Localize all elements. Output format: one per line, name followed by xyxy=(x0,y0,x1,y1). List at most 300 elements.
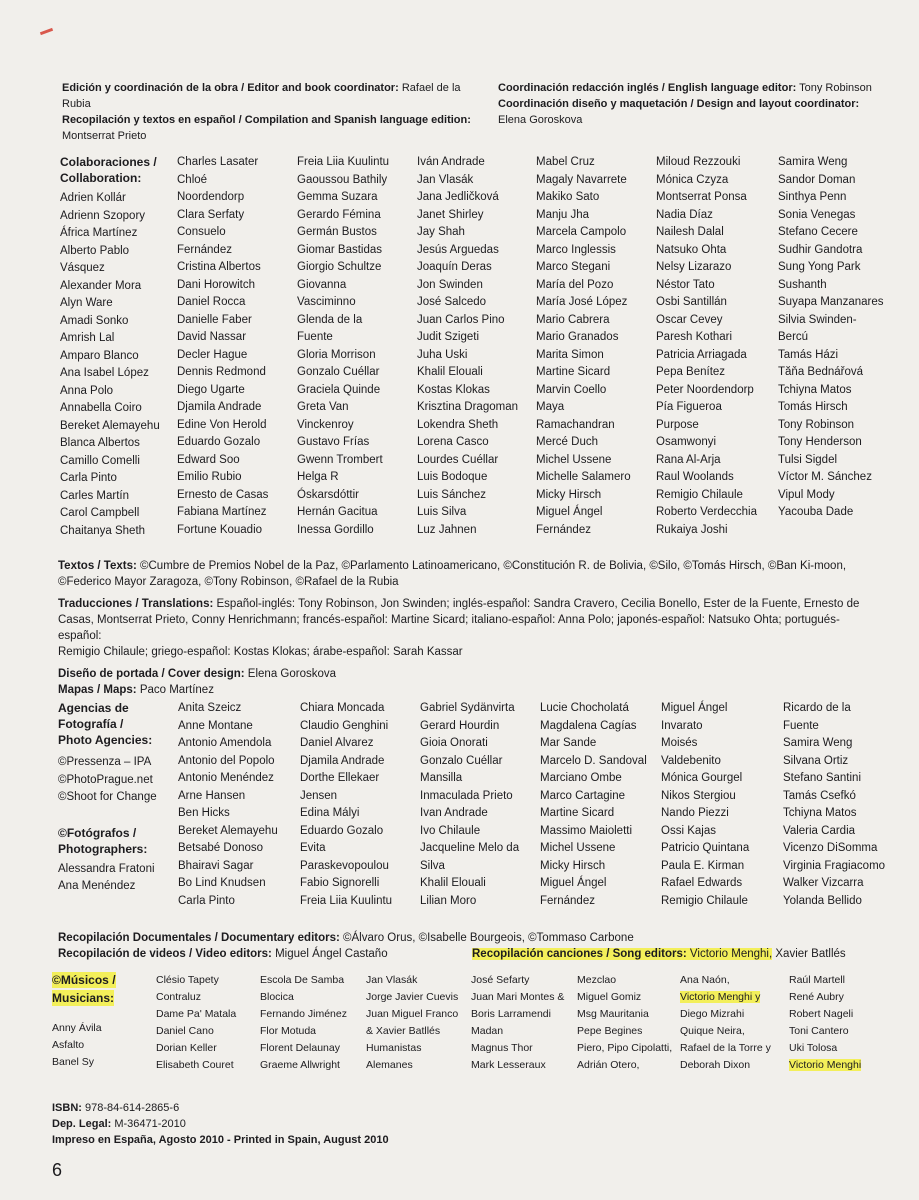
name-entry: Miguel Ángel xyxy=(661,702,728,714)
name-entry: Deborah Dixon xyxy=(680,1059,751,1071)
name-entry: María del Pozo xyxy=(536,278,614,291)
translations-line-1: Español-inglés: Tony Robinson, Jon Swinden; inglés-español: Sandra Cravero, Cecilia Bonello, Ester de la Fuente, Ernesto de xyxy=(216,598,860,610)
name-entry: Noordendorp xyxy=(177,191,245,203)
name-entry: Iván Andrade xyxy=(417,156,485,168)
name-entry: Jensen xyxy=(300,789,338,802)
name-entry: Anne Montane xyxy=(178,719,253,732)
video-editors-value: Miguel Ángel Castaño xyxy=(275,948,388,960)
name-entry: Blocica xyxy=(260,991,294,1003)
collaboration-col-7 xyxy=(778,154,896,522)
musicians-col-8 xyxy=(789,972,894,1074)
name-entry: Vásquez xyxy=(60,262,105,274)
name-entry: Carol Campbell xyxy=(60,507,140,519)
name-entry: & Xavier Batllés xyxy=(366,1025,441,1037)
name-entry: Michel Ussene xyxy=(540,842,616,854)
name-entry: ©PhotoPrague.net xyxy=(58,773,153,786)
name-entry: Miloud Rezzouki xyxy=(656,156,741,168)
photographers-col-5 xyxy=(540,700,660,910)
name-entry: Freia Liia Kuulintu xyxy=(300,894,393,907)
name-entry: Dennis Redmond xyxy=(177,366,266,378)
collaboration-col-2 xyxy=(177,154,292,539)
name-entry: Suyapa Manzanares xyxy=(778,296,884,308)
photographers-col-2 xyxy=(178,700,298,910)
name-entry: Ramachandran xyxy=(536,418,615,431)
name-entry: Samira Weng xyxy=(783,737,853,749)
translations-label: Traducciones / Translations: xyxy=(58,598,214,610)
name-entry: Clara Serfaty xyxy=(177,208,245,221)
name-entry: Oscar Cevey xyxy=(656,313,723,326)
name-entry: Graeme Allwright xyxy=(260,1059,340,1071)
name-entry: Purpose xyxy=(656,418,699,431)
song-editors-label: Recopilación canciones / Song editors: xyxy=(472,948,687,960)
name-entry: René Aubry xyxy=(789,991,844,1003)
name-entry: Uki Tolosa xyxy=(789,1042,838,1054)
name-entry: Juan Carlos Pino xyxy=(417,313,505,326)
name-entry: Peter Noordendorp xyxy=(656,383,754,396)
name-entry: Nikos Stergiou xyxy=(661,789,736,802)
name-entry: Paula E. Kirman xyxy=(661,859,745,872)
name-entry: Chloé xyxy=(177,173,208,186)
name-entry: Jorge Javier Cuevis xyxy=(366,991,459,1003)
name-entry: Néstor Tato xyxy=(656,278,715,291)
name-entry: Rukaiya Joshi xyxy=(656,523,728,536)
name-entry: Amrish Lal xyxy=(60,332,115,344)
editors-section xyxy=(58,930,878,962)
isbn-label: ISBN: xyxy=(52,1102,82,1114)
name-entry: Khalil Elouali xyxy=(420,877,486,889)
name-entry: Antonio Menéndez xyxy=(178,772,274,784)
name-entry: Michel Ussene xyxy=(536,453,612,466)
name-entry: Ana Isabel López xyxy=(60,367,149,379)
song-editors-value: Victorio Menghi, xyxy=(689,948,773,960)
name-entry: Pía Figueroa xyxy=(656,401,722,413)
name-entry: Víctor M. Sánchez xyxy=(778,471,872,483)
name-entry: ©Shoot for Change xyxy=(58,791,157,803)
name-entry: Diego Ugarte xyxy=(177,383,245,396)
video-editors-label: Recopilación de videos / Video editors: xyxy=(58,948,272,960)
name-entry: Gustavo Frías xyxy=(297,436,370,448)
name-entry: Fuente xyxy=(783,719,819,732)
name-entry: ©Pressenza – IPA xyxy=(58,756,152,768)
name-entry: Bhairavi Sagar xyxy=(178,859,254,872)
name-entry: Greta Van xyxy=(297,401,349,413)
name-entry: Mansilla xyxy=(420,772,463,784)
name-entry: Ossi Kajas xyxy=(661,824,716,837)
name-entry: Fernando Jiménez xyxy=(260,1008,347,1020)
name-entry: Dame Pa' Matala xyxy=(156,1008,237,1020)
name-entry: Elisabeth Couret xyxy=(156,1059,234,1071)
name-entry: Hernán Gacitua xyxy=(297,506,378,518)
name-entry: Ivo Chilaule xyxy=(420,824,481,837)
name-entry: Sung Yong Park xyxy=(778,261,861,273)
publication-info xyxy=(52,1100,389,1148)
name-entry: Sonia Venegas xyxy=(778,208,856,221)
name-entry: Asfalto xyxy=(52,1039,85,1051)
name-entry: Samira Weng xyxy=(778,156,848,168)
name-entry: Alyn Ware xyxy=(60,297,113,309)
name-entry: Betsabé Donoso xyxy=(178,842,264,854)
name-entry: Alberto Pablo xyxy=(60,244,130,257)
name-entry: Annabella Coiro xyxy=(60,402,142,414)
name-entry: Rafael Edwards xyxy=(661,877,743,889)
name-entry: Jana Jedličková xyxy=(417,191,499,203)
name-entry: Nailesh Dalal xyxy=(656,226,724,238)
name-entry: Ivan Andrade xyxy=(420,807,488,819)
name-entry: Joaquín Deras xyxy=(417,261,492,273)
name-entry: Gemma Suzara xyxy=(297,191,378,203)
name-entry: Silvia Swinden- xyxy=(778,313,857,326)
name-entry: Stefano Cecere xyxy=(778,226,858,238)
name-entry: Lourdes Cuéllar xyxy=(417,453,499,466)
name-entry: Giovanna xyxy=(297,278,347,291)
name-entry: Ana Menéndez xyxy=(58,880,136,892)
name-entry: Alemanes xyxy=(366,1059,413,1071)
name-entry: Charles Lasater xyxy=(177,156,259,168)
name-entry: Humanistas xyxy=(366,1042,422,1054)
musicians-col-5 xyxy=(471,972,576,1074)
name-entry: Inmaculada Prieto xyxy=(420,789,513,802)
name-entry: Pepe Begines xyxy=(577,1025,643,1037)
name-entry: Amadi Sonko xyxy=(60,314,129,327)
photographers-col-3 xyxy=(300,700,420,910)
name-entry: Tony Robinson xyxy=(778,418,855,431)
name-entry: Luis Silva xyxy=(417,506,467,518)
name-entry: Contraluz xyxy=(156,991,201,1003)
name-entry: Gerardo Fémina xyxy=(297,208,381,221)
name-entry: Dorthe Ellekaer xyxy=(300,772,380,784)
agencies-label-1: Agencias de xyxy=(58,701,129,715)
name-entry: Edward Soo xyxy=(177,453,240,466)
name-entry: Alexander Mora xyxy=(60,279,142,292)
name-entry: Luis Sánchez xyxy=(417,488,487,501)
name-entry: Carla Pinto xyxy=(60,472,117,484)
name-entry: Khalil Elouali xyxy=(417,366,483,378)
name-entry: Moisés xyxy=(661,737,698,749)
name-entry: Carla Pinto xyxy=(178,894,235,907)
name-entry: Tomás Hirsch xyxy=(778,401,848,413)
name-entry: Piero, Pipo Cipolatti, xyxy=(577,1042,673,1054)
name-entry: Fabio Signorelli xyxy=(300,877,380,889)
name-entry: Maya xyxy=(536,401,565,413)
name-entry: María José López xyxy=(536,296,628,308)
photographers-col-1 xyxy=(58,861,178,896)
name-entry: Marco Inglessis xyxy=(536,243,616,256)
name-entry: Anita Szeicz xyxy=(178,702,242,714)
name-entry: Miguel Ángel xyxy=(536,506,603,518)
name-entry: Paraskevopoulou xyxy=(300,859,389,872)
name-entry: Sushanth xyxy=(778,278,827,291)
name-entry: Chiara Moncada xyxy=(300,702,385,714)
name-entry: Marcelo D. Sandoval xyxy=(540,754,647,767)
page-number: 6 xyxy=(52,1160,63,1180)
name-entry: Raul Woolands xyxy=(656,471,734,483)
name-entry: Edina Mályi xyxy=(300,807,360,819)
texts-section xyxy=(58,558,878,698)
name-entry: Raúl Martell xyxy=(789,974,846,986)
name-entry: Virginia Fragiacomo xyxy=(783,859,886,872)
name-entry: Judit Szigeti xyxy=(417,331,480,343)
name-entry: Marco Cartagine xyxy=(540,789,626,802)
name-entry: Ben Hicks xyxy=(178,807,230,819)
collaboration-col-3 xyxy=(297,154,412,539)
legal-deposit-value: M-36471-2010 xyxy=(114,1118,186,1130)
name-entry: Micky Hirsch xyxy=(540,859,606,872)
name-entry: Fuente xyxy=(297,331,333,343)
name-entry: Daniel Alvarez xyxy=(300,737,374,749)
name-entry: Lorena Casco xyxy=(417,436,489,448)
name-entry: Dorian Keller xyxy=(156,1042,217,1054)
name-entry: Manju Jha xyxy=(536,208,590,221)
name-entry: Edine Von Herold xyxy=(177,418,267,431)
name-entry: Fernández xyxy=(177,243,232,256)
name-entry: Remigio Chilaule xyxy=(661,894,748,907)
name-entry: Magdalena Cagías xyxy=(540,719,637,732)
name-entry: Banel Sy xyxy=(52,1056,95,1068)
name-entry: Victorio Menghi xyxy=(789,1059,862,1071)
name-entry: Evita xyxy=(300,842,326,854)
name-entry: Ernesto de Casas xyxy=(177,488,269,501)
name-entry: Pepa Benítez xyxy=(656,366,726,378)
musicians-col-1 xyxy=(52,1020,147,1071)
name-entry: Flor Motuda xyxy=(260,1025,317,1037)
collaboration-col-5 xyxy=(536,154,654,539)
name-entry: Martine Sicard xyxy=(540,807,615,819)
texts-label: Textos / Texts: xyxy=(58,560,137,572)
photographers-label-2: Photographers: xyxy=(58,841,148,856)
photographers-col-6 xyxy=(661,700,781,910)
cover-label: Diseño de portada / Cover design: xyxy=(58,668,245,680)
name-entry: Miguel Gomiz xyxy=(577,991,642,1003)
name-entry: Camillo Comelli xyxy=(60,454,140,467)
name-entry: José Salcedo xyxy=(417,296,487,308)
name-entry: Madan xyxy=(471,1025,504,1037)
name-entry: Fabiana Martínez xyxy=(177,506,267,518)
name-entry: Tamás Házi xyxy=(778,348,839,361)
name-entry: Osamwonyi xyxy=(656,436,717,448)
musicians-label-1: ©Músicos / xyxy=(52,973,116,987)
name-entry: Eduardo Gozalo xyxy=(300,824,384,837)
documentary-label: Recopilación Documentales / Documentary editors: xyxy=(58,932,340,944)
name-entry: Valeria Cardia xyxy=(783,824,856,837)
name-entry: Gioia Onorati xyxy=(420,737,488,749)
name-entry: Kostas Klokas xyxy=(417,383,490,396)
collaboration-col-4 xyxy=(417,154,532,539)
name-entry: Silva xyxy=(420,859,445,872)
name-entry: Sudhir Gandotra xyxy=(778,243,863,256)
english-editor-value: Tony Robinson xyxy=(799,82,872,94)
name-entry: Patricia Arriagada xyxy=(656,348,747,361)
name-entry: Giomar Bastidas xyxy=(297,243,383,256)
name-entry: Adrien Kollár xyxy=(60,192,126,204)
name-entry: Gwenn Trombert xyxy=(297,453,383,466)
name-entry: Sandor Doman xyxy=(778,173,856,186)
name-entry: Danielle Faber xyxy=(177,313,252,326)
pen-mark xyxy=(40,28,53,35)
name-entry: Roberto Verdecchia xyxy=(656,506,758,518)
name-entry: Giorgio Schultze xyxy=(297,261,382,273)
collaboration-label-1: Colaboraciones / xyxy=(60,155,157,169)
name-entry: Victorio Menghi y xyxy=(680,991,761,1003)
name-entry: Djamila Andrade xyxy=(300,754,385,767)
translations-line-3: Remigio Chilaule; griego-español: Kostas Klokas; árabe-español: Sarah Kassar xyxy=(58,646,463,658)
name-entry: Óskarsdóttir xyxy=(297,488,359,501)
collaboration-col-6 xyxy=(656,154,774,539)
name-entry: Adrienn Szopory xyxy=(60,209,146,222)
name-entry: Valdebenito xyxy=(661,754,721,767)
name-entry: Makiko Sato xyxy=(536,191,600,203)
name-entry: Chaitanya Sheth xyxy=(60,524,146,537)
compilation-value: Montserrat Prieto xyxy=(62,130,147,142)
name-entry: Jon Swinden xyxy=(417,278,483,291)
name-entry: Fortune Kouadio xyxy=(177,523,263,536)
name-entry: Eduardo Gozalo xyxy=(177,436,261,448)
legal-deposit-label: Dep. Legal: xyxy=(52,1118,112,1130)
name-entry: Marciano Ombe xyxy=(540,772,622,784)
name-entry: Daniel Rocca xyxy=(177,296,246,308)
musicians-col-4 xyxy=(366,972,471,1074)
name-entry: Quique Neira, xyxy=(680,1025,745,1037)
name-entry: Decler Hague xyxy=(177,348,248,361)
name-entry: Montserrat Ponsa xyxy=(656,191,747,203)
name-entry: Juha Uski xyxy=(417,348,468,361)
name-entry: Gonzalo Cuéllar xyxy=(297,366,380,378)
name-entry: Janet Shirley xyxy=(417,208,484,221)
name-entry: Gloria Morrison xyxy=(297,348,376,361)
name-entry: Daniel Cano xyxy=(156,1025,214,1037)
name-entry: Stefano Santini xyxy=(783,772,862,784)
name-entry: Tony Henderson xyxy=(778,436,862,448)
name-entry: Krisztina Dragoman xyxy=(417,401,518,413)
name-entry: Djamila Andrade xyxy=(177,401,262,413)
agencies-label-3: Photo Agencies: xyxy=(58,733,153,747)
name-entry: Natsuko Ohta xyxy=(656,243,727,256)
name-entry: Blanca Albertos xyxy=(60,437,140,449)
name-entry: Tăňa Bednářová xyxy=(778,366,864,378)
name-entry: Mónica Czyza xyxy=(656,173,729,186)
name-entry: Clésio Tapety xyxy=(156,974,219,986)
musicians-col-6 xyxy=(577,972,682,1074)
name-entry: Anna Polo xyxy=(60,384,114,397)
name-entry: Jesús Arguedas xyxy=(417,243,499,256)
name-entry: Msg Mauritania xyxy=(577,1008,649,1020)
name-entry: Bereket Alemayehu xyxy=(60,419,160,432)
collaboration-col-1 xyxy=(60,190,175,540)
name-entry: Escola De Samba xyxy=(260,974,345,986)
name-entry: Alessandra Fratoni xyxy=(58,862,155,875)
name-entry: Walker Vizcarra xyxy=(783,877,864,889)
name-entry: Antonio del Popolo xyxy=(178,754,275,767)
name-entry: Rafael de la Torre y xyxy=(680,1042,771,1054)
name-entry: Fernández xyxy=(540,894,595,907)
name-entry: Yacouba Dade xyxy=(778,506,854,518)
name-entry: Yolanda Bellido xyxy=(783,894,862,907)
name-entry: Marita Simon xyxy=(536,348,604,361)
name-entry: Micky Hirsch xyxy=(536,488,602,501)
name-entry: Germán Bustos xyxy=(297,226,377,238)
name-entry: José Sefarty xyxy=(471,974,530,986)
name-entry: Arne Hansen xyxy=(178,789,246,802)
translations-line-2: Casas, Montserrat Prieto, Conny Henrichmann; francés-español: Martine Sicard; italiano-español: Anna Polo; japonés-español: Natsuko Ohta; portugués-español: xyxy=(58,614,840,642)
name-entry: África Martínez xyxy=(60,227,138,239)
design-value: Elena Goroskova xyxy=(498,114,583,126)
name-entry: Paresh Kothari xyxy=(656,331,733,343)
name-entry: Florent Delaunay xyxy=(260,1042,340,1054)
name-entry: Nando Piezzi xyxy=(661,807,729,819)
name-entry: Invarato xyxy=(661,719,703,732)
name-entry: Vinckenroy xyxy=(297,418,354,431)
name-entry: Lokendra Sheth xyxy=(417,418,499,431)
name-entry: Silvana Ortiz xyxy=(783,754,849,767)
agency-list xyxy=(58,754,178,807)
name-entry: Dani Horowitch xyxy=(177,278,255,291)
name-entry: Inessa Gordillo xyxy=(297,523,374,536)
name-entry: Mario Granados xyxy=(536,331,619,343)
name-entry: Bo Lind Knudsen xyxy=(178,877,266,889)
musicians-col-7 xyxy=(680,972,790,1074)
name-entry: Tulsi Sigdel xyxy=(778,453,838,466)
name-entry: Juan Miguel Franco xyxy=(366,1008,459,1020)
song-editors-value-2: Xavier Batllés xyxy=(775,948,846,960)
name-entry: David Nassar xyxy=(177,331,247,343)
photographers-label-1: ©Fotógrafos / xyxy=(58,825,137,840)
name-entry: Tchiyna Matos xyxy=(778,383,852,396)
name-entry: Freia Liia Kuulintu xyxy=(297,156,390,168)
name-entry: Mezclao xyxy=(577,974,617,986)
name-entry: Nadia Díaz xyxy=(656,208,713,221)
name-entry: Boris Larramendi xyxy=(471,1008,551,1020)
name-entry: Vicenzo DiSomma xyxy=(783,842,878,854)
editor-label: Edición y coordinación de la obra / Editor and book coordinator: xyxy=(62,82,399,94)
name-entry: Ricardo de la xyxy=(783,702,851,714)
name-entry: Gerard Hourdin xyxy=(420,719,500,732)
name-entry: Michelle Salamero xyxy=(536,471,631,483)
english-editor-label: Coordinación redacción inglés / English language editor: xyxy=(498,82,797,94)
name-entry: Rana Al-Arja xyxy=(656,453,721,466)
name-entry: Vipul Mody xyxy=(778,488,835,501)
name-entry: Mabel Cruz xyxy=(536,156,595,168)
name-entry: Helga R xyxy=(297,471,339,483)
name-entry: Mark Lesseraux xyxy=(471,1059,546,1071)
name-entry: Vasciminno xyxy=(297,296,356,308)
musicians-col-3 xyxy=(260,972,365,1074)
name-entry: Gabriel Sydänvirta xyxy=(420,702,515,714)
name-entry: Mónica Gourgel xyxy=(661,772,743,784)
name-entry: Massimo Maioletti xyxy=(540,824,633,837)
name-entry: Robert Nageli xyxy=(789,1008,854,1020)
name-entry: Amparo Blanco xyxy=(60,349,139,362)
musicians-label-2: Musicians: xyxy=(52,991,115,1005)
documentary-value: ©Álvaro Orus, ©Isabelle Bourgeois, ©Tommaso Carbone xyxy=(343,932,634,944)
isbn-value: 978-84-614-2865-6 xyxy=(85,1102,180,1114)
name-entry: Magaly Navarrete xyxy=(536,173,627,186)
musicians-col-2 xyxy=(156,972,256,1074)
name-entry: Patricio Quintana xyxy=(661,842,750,854)
name-entry: Cristina Albertos xyxy=(177,261,261,273)
name-entry: Martine Sicard xyxy=(536,366,611,378)
editor-value: Rafael de la Rubia xyxy=(62,82,461,110)
agencies-label-2: Fotografía / xyxy=(58,717,124,731)
texts-line-2: ©Federico Mayor Zaragoza, ©Tony Robinson, ©Rafael de la Rubia xyxy=(58,576,399,588)
name-entry: Mario Cabrera xyxy=(536,313,610,326)
name-entry: Marcela Campolo xyxy=(536,226,627,238)
name-entry: Lucie Chocholatá xyxy=(540,702,629,714)
cover-value: Elena Goroskova xyxy=(247,668,337,680)
name-entry: Adrián Otero, xyxy=(577,1059,640,1071)
name-entry: Marco Stegani xyxy=(536,261,611,273)
name-entry: Bereket Alemayehu xyxy=(178,824,278,837)
name-entry: Osbi Santillán xyxy=(656,296,727,308)
name-entry: Consuelo xyxy=(177,226,226,238)
